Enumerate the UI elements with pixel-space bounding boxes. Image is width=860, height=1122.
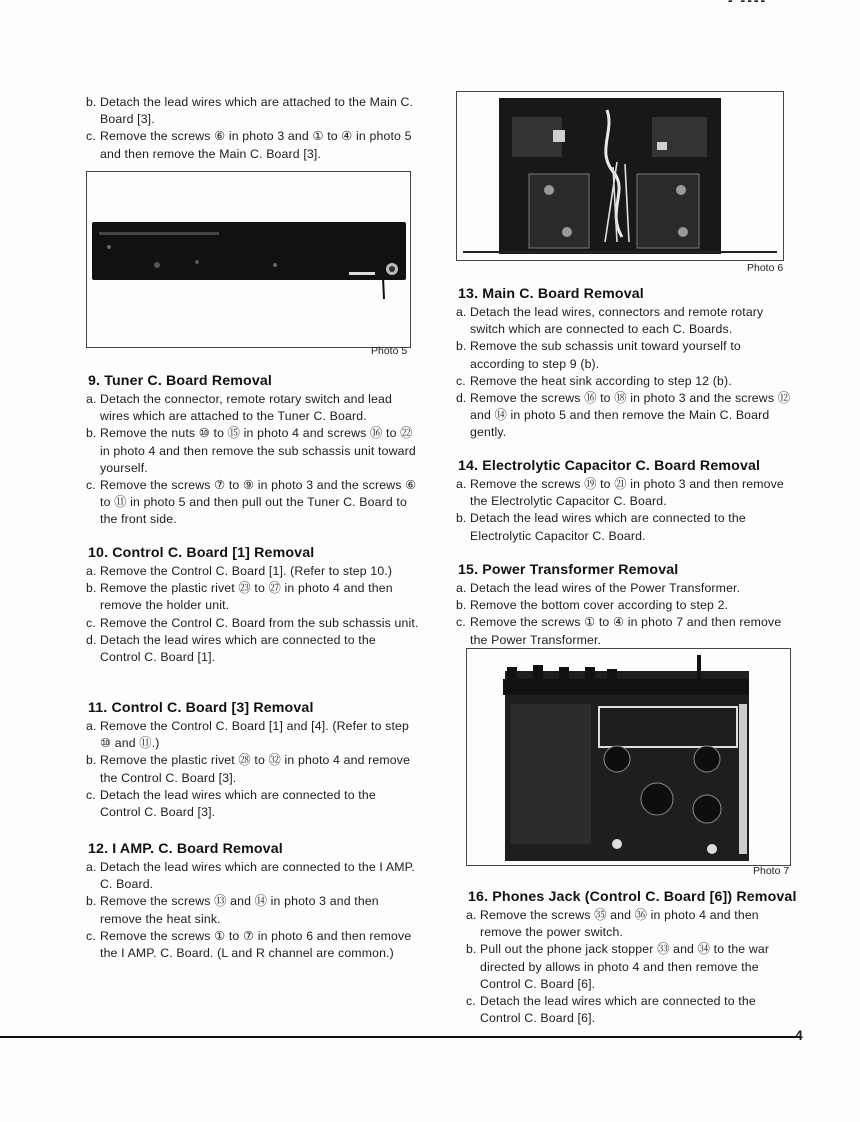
section-11: [86, 699, 420, 821]
step-item: b. Remove the bottom cover according to step 2.: [456, 598, 729, 613]
section-14: [456, 457, 792, 545]
step-item: b. Pull out the phone jack stopper ㉝ and ㉞ to the war directed by allows in photo 4 and then remove the Control C. Board [6].: [466, 942, 770, 991]
step-item: a. Remove the screws ⑲ to ㉑ in photo 3 and then remove the Electrolytic Capacitor C. Board.: [456, 477, 784, 509]
step-item: c. Detach the lead wires which are connected to the Control C. Board [6].: [466, 994, 756, 1026]
photo-7-caption: Photo 7: [753, 865, 790, 877]
step-item: d. Detach the lead wires which are connected to the Control C. Board [1].: [86, 632, 376, 665]
section-title: 12. I AMP. C. Board Removal: [88, 841, 283, 857]
step-item: c. Remove the screws ⑦ to ⑨ in photo 3 and the screws ⑥ to ⑪ in photo 5 and then pull out the Tuner C. Board to the front side.: [86, 478, 417, 527]
section-16: [466, 888, 800, 1027]
step-item: b. Detach the lead wires which are attached to the Main C. Board [3].: [86, 95, 414, 127]
step-item: b. Remove the sub schassis unit toward yourself to according to step 9 (b).: [456, 339, 741, 371]
step-item: d. Remove the screws ⑯ to ⑱ in photo 3 and the screws ⑫ and ⑭ in photo 5 and then remove the Main C. Board gently.: [456, 391, 791, 440]
step-item: a. Detach the lead wires, connectors and remote rotary switch which are connected to each C. Boards.: [456, 305, 764, 337]
step-item: b. Detach the lead wires which are connected to the Electrolytic Capacitor C. Board.: [456, 511, 746, 543]
photo-7-image: [467, 649, 790, 865]
intro-steps: [86, 94, 420, 163]
step-item: a. Detach the lead wires of the Power Transformer.: [456, 581, 741, 595]
photo-6-caption: Photo 6: [747, 262, 784, 274]
photo-6-frame: [456, 91, 784, 261]
photo-5-image: [87, 172, 410, 347]
step-item: c. Remove the screws ① to ④ in photo 7 and then remove the Power Transformer.: [456, 615, 782, 647]
section-10: [86, 544, 420, 666]
step-item: b. Remove the plastic rivet ㉘ to ㉜ in photo 4 and remove the Control C. Board [3].: [86, 753, 411, 785]
section-title: 15. Power Transformer Removal: [458, 562, 679, 578]
section-title: 14. Electrolytic Capacitor C. Board Removal: [458, 458, 761, 474]
step-item: c. Remove the screws ① to ⑦ in photo 6 and then remove the I AMP. C. Board. (L and R channel are common.): [86, 928, 412, 961]
section-title: 10. Control C. Board [1] Removal: [88, 545, 315, 561]
footer-rule: [0, 1036, 800, 1038]
section-title: 13. Main C. Board Removal: [458, 286, 644, 302]
section-title: 9. Tuner C. Board Removal: [88, 373, 273, 389]
step-item: a. Remove the Control C. Board [1]. (Refer to step 10.): [86, 564, 393, 578]
section-15: [456, 561, 792, 649]
section-12: [86, 840, 420, 962]
step-item: b. Remove the plastic rivet ㉓ to ㉗ in photo 4 and then remove the holder unit.: [86, 581, 393, 613]
photo-5-frame: [86, 171, 411, 348]
step-item: a. Detach the connector, remote rotary switch and lead wires which are attached to the Tuner C. Board.: [86, 392, 392, 424]
step-item: a. Remove the screws ㉟ and ㊱ in photo 4 and then remove the power switch.: [466, 908, 759, 940]
section-title: 11. Control C. Board [3] Removal: [88, 700, 314, 716]
page-number: 4: [795, 1027, 803, 1043]
section-9: [86, 372, 420, 529]
step-item: b. Remove the screws ⑬ and ⑭ in photo 3 and then remove the heat sink.: [86, 894, 379, 926]
section-title: 16. Phones Jack (Control C. Board [6]) Removal: [468, 889, 797, 905]
step-item: a. Detach the lead wires which are connected to the I AMP. C. Board.: [86, 860, 415, 892]
step-item: c. Remove the Control C. Board from the sub schassis unit.: [86, 615, 419, 630]
photo-7-frame: [466, 648, 791, 866]
step-item: a. Remove the Control C. Board [1] and [4]. (Refer to step ⑩ and ⑪.): [86, 719, 409, 751]
page-header-mark: - ----: [728, 0, 768, 8]
step-item: c. Detach the lead wires which are connected to the Control C. Board [3].: [86, 787, 376, 820]
photo-5-caption: Photo 5: [371, 345, 408, 357]
photo-6-image: [457, 92, 783, 260]
step-item: c. Remove the screws ⑥ in photo 3 and ① to ④ in photo 5 and then remove the Main C. Board [3].: [86, 129, 412, 161]
section-13: [456, 285, 792, 442]
step-item: c. Remove the heat sink according to step 12 (b).: [456, 373, 732, 388]
step-item: b. Remove the nuts ⑩ to ⑮ in photo 4 and screws ⑯ to ㉒ in photo 4 and then remove the sub schassis unit toward yourself.: [86, 426, 416, 475]
